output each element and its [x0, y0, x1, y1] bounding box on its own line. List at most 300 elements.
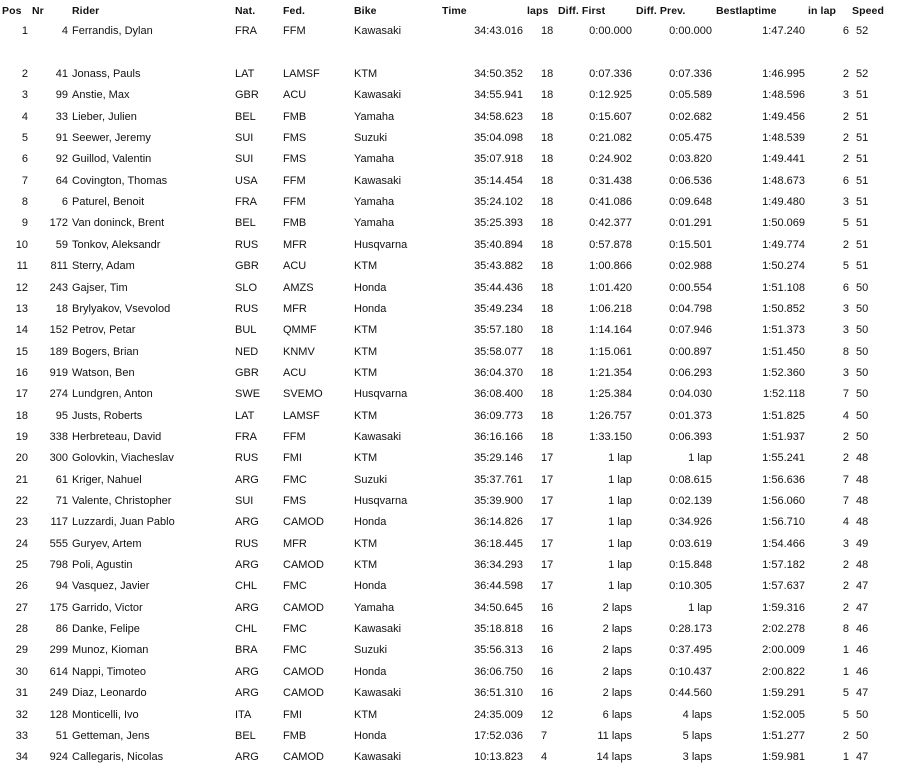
cell-pos: 15	[15, 345, 28, 358]
cell-time: 34:43.016	[474, 25, 523, 37]
cell-best-lap: 1:57.182	[762, 559, 805, 572]
cell-nat: CHL	[235, 623, 258, 636]
cell-laps: 12	[541, 708, 554, 721]
cell-best-lap: 1:48.596	[762, 89, 805, 102]
cell-diff-prev: 0:00.554	[669, 281, 712, 294]
cell-nr: 614	[49, 665, 68, 678]
cell-pos: 1	[21, 25, 28, 37]
cell-fed: AMZS	[283, 281, 314, 294]
cell-diff-first: 1:00.866	[589, 260, 632, 273]
header-rider: Rider	[72, 5, 100, 17]
cell-pos: 9	[21, 217, 28, 230]
cell-laps: 18	[541, 174, 554, 187]
cell-diff-prev: 0:10.437	[669, 665, 712, 678]
cell-pos: 10	[15, 238, 28, 251]
cell-time: 36:51.310	[474, 687, 523, 700]
cell-nat: GBR	[235, 366, 259, 379]
cell-best-lap: 1:52.118	[762, 388, 805, 401]
table-row	[0, 363, 900, 384]
cell-best-lap: 1:46.995	[762, 68, 805, 80]
cell-in-lap: 2	[842, 430, 849, 443]
cell-fed: ACU	[283, 366, 307, 379]
cell-time: 35:25.393	[474, 217, 523, 230]
cell-best-lap: 1:48.673	[762, 174, 805, 187]
header-row	[0, 0, 900, 22]
cell-in-lap: 7	[842, 495, 849, 507]
cell-nr: 274	[49, 388, 68, 401]
cell-in-lap: 2	[842, 153, 849, 166]
cell-nr: 189	[49, 345, 68, 358]
cell-rider: Watson, Ben	[72, 366, 135, 379]
cell-laps: 18	[541, 302, 554, 315]
cell-bike: Yamaha	[354, 153, 395, 166]
cell-pos: 28	[15, 623, 28, 636]
cell-time: 34:50.352	[474, 68, 523, 80]
cell-in-lap: 5	[842, 217, 849, 230]
cell-time: 35:04.098	[474, 132, 523, 145]
cell-speed: 50	[856, 409, 869, 422]
cell-bike: KTM	[354, 345, 378, 358]
cell-time: 34:55.941	[474, 89, 523, 102]
cell-nat: ITA	[235, 708, 252, 721]
cell-laps: 17	[541, 559, 554, 572]
cell-in-lap: 3	[842, 537, 849, 550]
cell-diff-prev: 0:04.798	[669, 302, 712, 315]
cell-nat: BUL	[235, 324, 257, 337]
cell-diff-prev: 0:10.305	[669, 580, 712, 593]
cell-laps: 18	[541, 110, 554, 123]
cell-speed: 50	[856, 366, 869, 379]
cell-nr: 243	[49, 281, 68, 294]
cell-nat: ARG	[235, 559, 259, 572]
cell-pos: 12	[15, 281, 28, 294]
cell-speed: 51	[856, 238, 869, 251]
cell-speed: 46	[856, 644, 869, 657]
cell-nr: 924	[49, 751, 68, 764]
cell-bike: Yamaha	[354, 196, 395, 209]
cell-in-lap: 2	[842, 729, 849, 742]
cell-speed: 50	[856, 324, 869, 337]
cell-pos: 33	[15, 729, 28, 742]
table-row	[0, 726, 900, 747]
cell-nr: 338	[49, 430, 68, 443]
cell-speed: 50	[856, 708, 869, 721]
cell-diff-first: 2 laps	[602, 601, 632, 614]
cell-speed: 51	[856, 89, 869, 102]
table-row	[0, 64, 900, 85]
cell-bike: Yamaha	[354, 110, 395, 123]
cell-speed: 52	[856, 68, 869, 80]
cell-diff-prev: 0:03.820	[669, 153, 712, 166]
cell-bike: Suzuki	[354, 473, 388, 486]
cell-speed: 50	[856, 345, 869, 358]
table-row	[0, 491, 900, 512]
cell-diff-prev: 0:08.615	[669, 473, 712, 486]
header-fed: Fed.	[283, 5, 305, 17]
cell-in-lap: 2	[842, 132, 849, 145]
cell-nat: GBR	[235, 89, 259, 102]
cell-nr: 4	[61, 25, 68, 37]
cell-pos: 13	[15, 302, 28, 315]
cell-nat: ARG	[235, 687, 259, 700]
cell-nr: 64	[55, 174, 68, 187]
cell-pos: 3	[21, 89, 28, 102]
cell-laps: 16	[541, 665, 554, 678]
cell-diff-prev: 0:00.000	[669, 25, 712, 37]
cell-best-lap: 1:50.852	[762, 302, 805, 315]
header-in-lap: in lap	[808, 5, 837, 17]
cell-diff-first: 1:21.354	[589, 366, 632, 379]
table-row	[0, 256, 900, 277]
cell-pos: 17	[15, 388, 28, 401]
cell-pos: 27	[15, 601, 28, 614]
cell-rider: Kriger, Nahuel	[72, 473, 142, 486]
header-time: Time	[442, 5, 467, 17]
header-bike: Bike	[354, 5, 377, 17]
cell-laps: 17	[541, 580, 554, 593]
cell-diff-prev: 0:00.897	[669, 345, 712, 358]
cell-nr: 300	[49, 452, 68, 465]
cell-speed: 51	[856, 132, 869, 145]
cell-fed: CAMOD	[283, 687, 324, 700]
table-row	[0, 448, 900, 469]
cell-time: 36:08.400	[474, 388, 523, 401]
cell-diff-first: 0:41.086	[589, 196, 632, 209]
cell-pos: 21	[15, 473, 28, 486]
cell-best-lap: 1:56.710	[762, 516, 805, 529]
cell-laps: 18	[541, 345, 554, 358]
cell-bike: Suzuki	[354, 644, 388, 657]
cell-speed: 51	[856, 260, 869, 273]
cell-nr: 95	[55, 409, 68, 422]
cell-fed: FFM	[283, 430, 306, 443]
cell-fed: SVEMO	[283, 388, 323, 401]
cell-time: 36:09.773	[474, 409, 523, 422]
cell-time: 35:58.077	[474, 345, 523, 358]
cell-laps: 17	[541, 516, 554, 529]
cell-time: 36:34.293	[474, 559, 523, 572]
table-row	[0, 406, 900, 427]
table-row	[0, 555, 900, 576]
cell-fed: ACU	[283, 260, 307, 273]
cell-bike: Kawasaki	[354, 89, 402, 102]
cell-diff-first: 1:25.384	[589, 388, 632, 401]
cell-bike: Honda	[354, 665, 387, 678]
cell-fed: FMB	[283, 110, 307, 123]
table-row	[0, 747, 900, 768]
cell-in-lap: 6	[842, 174, 849, 187]
cell-in-lap: 6	[842, 281, 849, 294]
table-row	[0, 619, 900, 640]
cell-fed: FMI	[283, 708, 302, 721]
cell-pos: 14	[15, 324, 28, 337]
cell-diff-first: 1 lap	[608, 516, 632, 529]
cell-best-lap: 1:49.456	[762, 110, 805, 123]
cell-rider: Poli, Agustin	[72, 559, 133, 572]
cell-bike: KTM	[354, 409, 378, 422]
cell-laps: 17	[541, 452, 554, 465]
table-row	[0, 470, 900, 491]
cell-best-lap: 1:59.291	[762, 687, 805, 700]
cell-pos: 23	[15, 516, 28, 529]
cell-speed: 50	[856, 430, 869, 443]
cell-in-lap: 3	[842, 89, 849, 102]
cell-diff-prev: 0:15.501	[669, 238, 712, 251]
cell-bike: Husqvarna	[354, 238, 408, 251]
cell-time: 35:43.882	[474, 260, 523, 273]
cell-diff-prev: 0:07.946	[669, 324, 712, 337]
cell-best-lap: 2:00.822	[762, 665, 805, 678]
cell-diff-first: 0:12.925	[589, 89, 632, 102]
cell-time: 35:49.234	[474, 302, 523, 315]
cell-diff-first: 6 laps	[602, 708, 632, 721]
cell-laps: 18	[541, 260, 554, 273]
cell-rider: Justs, Roberts	[72, 409, 143, 422]
cell-pos: 32	[15, 708, 28, 721]
cell-nr: 128	[49, 708, 68, 721]
cell-time: 17:52.036	[474, 729, 523, 742]
cell-diff-first: 1 lap	[608, 495, 632, 507]
cell-fed: QMMF	[283, 324, 317, 337]
cell-speed: 47	[856, 751, 869, 764]
cell-nat: RUS	[235, 238, 259, 251]
cell-bike: Kawasaki	[354, 623, 402, 636]
cell-pos: 16	[15, 366, 28, 379]
header-speed: Speed	[852, 5, 885, 17]
cell-in-lap: 2	[842, 452, 849, 465]
cell-speed: 46	[856, 623, 869, 636]
table-row	[0, 598, 900, 619]
header-pos: Pos	[2, 5, 22, 17]
table-row	[0, 213, 900, 234]
cell-rider: Valente, Christopher	[72, 495, 172, 507]
cell-rider: Danke, Felipe	[72, 623, 140, 636]
cell-nat: RUS	[235, 302, 259, 315]
cell-diff-first: 1 lap	[608, 559, 632, 572]
cell-diff-prev: 0:01.291	[669, 217, 712, 230]
table-row	[0, 128, 900, 149]
cell-nr: 175	[49, 601, 68, 614]
cell-best-lap: 1:51.825	[762, 409, 805, 422]
cell-in-lap: 3	[842, 302, 849, 315]
cell-nat: ARG	[235, 516, 259, 529]
cell-rider: Guillod, Valentin	[72, 153, 152, 166]
cell-diff-first: 0:31.438	[589, 174, 632, 187]
cell-pos: 5	[21, 132, 28, 145]
cell-nat: FRA	[235, 430, 257, 443]
cell-nat: LAT	[235, 68, 255, 80]
cell-diff-prev: 0:05.589	[669, 89, 712, 102]
cell-diff-first: 2 laps	[602, 687, 632, 700]
cell-diff-prev: 0:34.926	[669, 516, 712, 529]
cell-nr: 919	[49, 366, 68, 379]
cell-nat: BRA	[235, 644, 258, 657]
cell-in-lap: 2	[842, 110, 849, 123]
cell-diff-first: 0:57.878	[589, 238, 632, 251]
cell-rider: Munoz, Kioman	[72, 644, 149, 657]
cell-bike: Suzuki	[354, 132, 388, 145]
cell-laps: 17	[541, 537, 554, 550]
cell-laps: 17	[541, 495, 554, 507]
cell-time: 35:29.146	[474, 452, 523, 465]
cell-pos: 2	[21, 68, 28, 80]
cell-rider: Herbreteau, David	[72, 430, 162, 443]
cell-nr: 71	[55, 495, 68, 507]
cell-bike: KTM	[354, 260, 378, 273]
cell-laps: 7	[541, 729, 548, 742]
cell-time: 36:18.445	[474, 537, 523, 550]
cell-bike: Husqvarna	[354, 388, 408, 401]
cell-speed: 49	[856, 537, 869, 550]
cell-bike: KTM	[354, 68, 378, 80]
header-best-lap: Bestlaptime	[716, 5, 777, 17]
cell-bike: Honda	[354, 281, 387, 294]
cell-pos: 7	[21, 174, 28, 187]
cell-in-lap: 2	[842, 580, 849, 593]
table-row	[0, 384, 900, 405]
cell-time: 35:39.900	[474, 495, 523, 507]
cell-rider: Gajser, Tim	[72, 281, 128, 294]
cell-best-lap: 1:51.373	[762, 324, 805, 337]
header-diff-prev: Diff. Prev.	[636, 5, 686, 17]
cell-nr: 249	[49, 687, 68, 700]
cell-time: 35:40.894	[474, 238, 523, 251]
cell-diff-first: 1:15.061	[589, 345, 632, 358]
cell-nat: USA	[235, 174, 258, 187]
header-nat: Nat.	[235, 5, 256, 17]
cell-diff-first: 0:24.902	[589, 153, 632, 166]
cell-fed: CAMOD	[283, 559, 324, 572]
cell-time: 35:14.454	[474, 174, 523, 187]
cell-diff-prev: 0:06.536	[669, 174, 712, 187]
cell-best-lap: 1:50.274	[762, 260, 805, 273]
cell-fed: MFR	[283, 537, 307, 550]
cell-best-lap: 1:54.466	[762, 537, 805, 550]
cell-fed: FMS	[283, 132, 307, 145]
cell-time: 34:50.645	[474, 601, 523, 614]
cell-bike: Honda	[354, 580, 387, 593]
cell-rider: Sterry, Adam	[72, 260, 135, 273]
cell-diff-first: 0:42.377	[589, 217, 632, 230]
cell-bike: Kawasaki	[354, 25, 402, 37]
cell-bike: Kawasaki	[354, 430, 402, 443]
cell-nat: ARG	[235, 665, 259, 678]
cell-fed: FMI	[283, 452, 302, 465]
cell-nr: 86	[55, 623, 68, 636]
cell-time: 35:18.818	[474, 623, 523, 636]
cell-bike: KTM	[354, 708, 378, 721]
table-row	[0, 534, 900, 555]
cell-time: 36:04.370	[474, 366, 523, 379]
cell-speed: 48	[856, 452, 869, 465]
cell-bike: Husqvarna	[354, 495, 408, 507]
cell-laps: 18	[541, 281, 554, 294]
cell-best-lap: 1:59.981	[762, 751, 805, 764]
cell-pos: 19	[15, 430, 28, 443]
cell-nr: 299	[49, 644, 68, 657]
cell-in-lap: 3	[842, 366, 849, 379]
table-row	[0, 171, 900, 192]
table-row	[0, 640, 900, 661]
cell-nr: 798	[49, 559, 68, 572]
cell-time: 35:56.313	[474, 644, 523, 657]
cell-in-lap: 1	[842, 665, 849, 678]
table-row	[0, 21, 900, 42]
cell-speed: 48	[856, 559, 869, 572]
cell-fed: FMC	[283, 623, 307, 636]
table-row	[0, 85, 900, 106]
cell-in-lap: 8	[842, 345, 849, 358]
cell-speed: 48	[856, 516, 869, 529]
cell-fed: FFM	[283, 25, 306, 37]
cell-bike: Honda	[354, 302, 387, 315]
cell-diff-first: 0:00.000	[589, 25, 632, 37]
cell-best-lap: 1:51.450	[762, 345, 805, 358]
cell-time: 35:37.761	[474, 473, 523, 486]
cell-diff-first: 2 laps	[602, 665, 632, 678]
cell-fed: FFM	[283, 196, 306, 209]
table-row	[0, 278, 900, 299]
cell-nat: RUS	[235, 537, 259, 550]
cell-bike: Honda	[354, 516, 387, 529]
cell-fed: FMS	[283, 153, 307, 166]
cell-laps: 18	[541, 430, 554, 443]
cell-nr: 33	[55, 110, 68, 123]
cell-speed: 48	[856, 495, 869, 507]
cell-best-lap: 1:52.360	[762, 366, 805, 379]
cell-time: 35:44.436	[474, 281, 523, 294]
cell-in-lap: 6	[842, 25, 849, 37]
cell-fed: CAMOD	[283, 601, 324, 614]
cell-nat: BEL	[235, 110, 256, 123]
cell-nat: CHL	[235, 580, 258, 593]
cell-diff-prev: 0:28.173	[669, 623, 712, 636]
cell-in-lap: 3	[842, 324, 849, 337]
cell-rider: Anstie, Max	[72, 89, 130, 102]
header-laps: laps	[527, 5, 549, 17]
cell-nat: BEL	[235, 217, 256, 230]
cell-in-lap: 2	[842, 601, 849, 614]
cell-diff-prev: 0:05.475	[669, 132, 712, 145]
cell-speed: 50	[856, 729, 869, 742]
cell-diff-prev: 1 lap	[688, 452, 712, 465]
cell-fed: FMB	[283, 217, 307, 230]
cell-diff-first: 1 lap	[608, 473, 632, 486]
cell-diff-first: 1 lap	[608, 580, 632, 593]
cell-pos: 26	[15, 580, 28, 593]
cell-diff-first: 2 laps	[602, 623, 632, 636]
cell-in-lap: 2	[842, 68, 849, 80]
cell-best-lap: 1:51.937	[762, 430, 805, 443]
cell-bike: Kawasaki	[354, 751, 402, 764]
cell-time: 36:14.826	[474, 516, 523, 529]
cell-pos: 31	[15, 687, 28, 700]
table-row	[0, 192, 900, 213]
table-row	[0, 320, 900, 341]
cell-bike: Yamaha	[354, 217, 395, 230]
cell-nat: FRA	[235, 25, 257, 37]
cell-diff-first: 14 laps	[596, 751, 632, 764]
cell-bike: KTM	[354, 452, 378, 465]
cell-diff-first: 0:21.082	[589, 132, 632, 145]
cell-in-lap: 7	[842, 388, 849, 401]
cell-nr: 61	[55, 473, 68, 486]
cell-speed: 50	[856, 281, 869, 294]
cell-diff-prev: 1 lap	[688, 601, 712, 614]
cell-speed: 48	[856, 473, 869, 486]
cell-in-lap: 4	[842, 409, 849, 422]
cell-in-lap: 5	[842, 708, 849, 721]
